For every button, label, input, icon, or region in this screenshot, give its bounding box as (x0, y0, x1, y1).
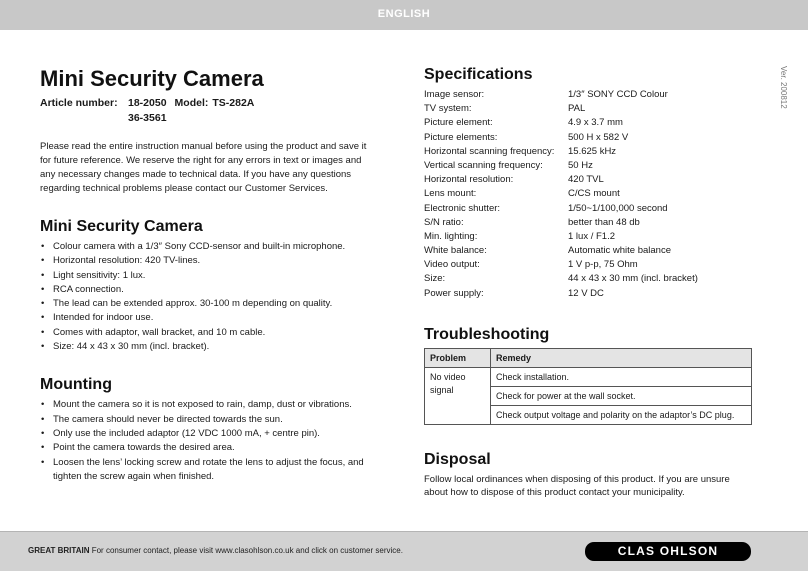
spec-label: TV system: (424, 103, 472, 115)
table-header-row (425, 348, 752, 367)
language-label: ENGLISH (377, 8, 431, 20)
mounting-heading: Mounting (40, 376, 112, 394)
troubleshooting-table (424, 348, 752, 425)
spec-value: 44 x 43 x 30 mm (incl. bracket) (568, 273, 698, 285)
table-row (425, 367, 752, 386)
spec-label: White balance: (424, 245, 487, 257)
spec-value: PAL (568, 103, 586, 115)
spec-label: Size: (424, 273, 446, 285)
spec-row (424, 145, 756, 159)
spec-value: 500 H x 582 V (568, 131, 629, 143)
spec-label: Vertical scanning frequency: (424, 159, 543, 171)
list-item: • Horizontal resolution: 420 TV-lines. (40, 254, 370, 268)
spec-row (424, 258, 756, 272)
spec-value: 1/50~1/100,000 second (568, 202, 668, 214)
disposal-heading: Disposal (424, 450, 491, 468)
spec-row (424, 173, 756, 187)
list-item: • Loosen the lens’ locking screw and rotate the lens to adjust the focus, and tighten the screw again when finished. (40, 456, 370, 485)
spec-row (424, 244, 756, 258)
footer-country: GREAT BRITAIN (28, 546, 90, 555)
product-heading: Mini Security Camera (40, 218, 203, 235)
spec-label: Power supply: (424, 287, 484, 299)
spec-label: Electronic shutter: (424, 202, 501, 214)
list-item: • Only use the included adaptor (12 VDC 1000 mA, + centre pin). (40, 427, 370, 441)
spec-value: C/CS mount (568, 188, 620, 200)
list-item: • Colour camera with a 1/3″ Sony CCD-sensor and built-in microphone. (40, 240, 370, 254)
spec-row (424, 131, 756, 145)
disposal-text: Follow local ordinances when disposing of this product. If you are unsure about how to dispose of this product contact your municipality. (424, 473, 730, 499)
footer-bar (0, 531, 808, 571)
mounting-list (40, 398, 370, 484)
article-number-1: 18-2050 (128, 97, 167, 109)
list-item: • Light sensitivity: 1 lux. (40, 269, 370, 283)
spec-value: 1/3″ SONY CCD Colour (568, 89, 668, 100)
spec-label: Lens mount: (424, 188, 477, 200)
spec-row (424, 116, 756, 130)
spec-value: 15.625 kHz (568, 145, 617, 157)
right-column (424, 66, 756, 500)
spec-row (424, 230, 756, 244)
spec-label: Picture element: (424, 117, 493, 129)
page-title: Mini Security Camera (40, 66, 264, 91)
spec-row (424, 187, 756, 201)
spec-label: Picture elements: (424, 131, 498, 143)
list-item: • Point the camera towards the desired area. (40, 441, 370, 455)
list-item: • Size: 44 x 43 x 30 mm (incl. bracket). (40, 340, 370, 354)
model-number: TS-282A (212, 97, 255, 109)
spec-row (424, 102, 756, 116)
spec-value: 4.9 x 3.7 mm (568, 117, 623, 129)
list-item: • Comes with adaptor, wall bracket, and 10 m cable. (40, 326, 370, 340)
spec-value: 50 Hz (568, 159, 593, 171)
spec-value: 1 V p-p, 75 Ohm (568, 259, 638, 271)
spec-value: 1 lux / F1.2 (568, 230, 615, 242)
list-item: • The camera should never be directed towards the sun. (40, 413, 370, 427)
list-item: • Mount the camera so it is not exposed to rain, damp, dust or vibrations. (40, 398, 370, 412)
spec-row (424, 159, 756, 173)
article-info (40, 96, 370, 126)
spec-value: Automatic white balance (568, 245, 671, 257)
spec-value: 420 TVL (568, 174, 604, 186)
list-item: • RCA connection. (40, 283, 370, 297)
spec-row (424, 88, 756, 102)
remedy-cell: Check installation. (491, 367, 752, 386)
article-number-2: 36-3561 (128, 112, 167, 124)
spec-row (424, 202, 756, 216)
intro-paragraph: Please read the entire instruction manual before using the product and save it for future reference. We reserve the right for any errors in text or images and any necessary changes made to technical data. If you have any questions regarding technical problems please contact our Customer Services. (40, 141, 367, 194)
remedy-cell: Check for power at the wall socket. (491, 386, 752, 405)
remedy-cell: Check output voltage and polarity on the adaptor’s DC plug. (491, 405, 752, 424)
brand-logo: CLAS OHLSON (585, 542, 751, 561)
column-header-problem: Problem (425, 348, 491, 367)
spec-label: Min. lighting: (424, 230, 478, 242)
left-column (40, 66, 370, 484)
product-feature-list (40, 240, 370, 354)
footer-contact (28, 546, 403, 555)
spec-label: Image sensor: (424, 89, 485, 100)
header-bar (0, 0, 808, 30)
footer-text: For consumer contact, please visit www.clasohlson.co.uk and click on customer service. (91, 546, 403, 555)
spec-value: better than 48 db (568, 216, 640, 228)
spec-row (424, 287, 756, 301)
spec-label: Horizontal resolution: (424, 174, 514, 186)
specifications-table (424, 88, 756, 301)
spec-row (424, 272, 756, 286)
spec-label: S/N ratio: (424, 216, 464, 228)
spec-label: Horizontal scanning frequency: (424, 145, 555, 157)
spec-value: 12 V DC (568, 287, 604, 299)
column-header-remedy: Remedy (491, 348, 752, 367)
list-item: • The lead can be extended approx. 30-100 m depending on quality. (40, 297, 370, 311)
version-label: Ver. 200812 (779, 66, 788, 109)
list-item: • Intended for indoor use. (40, 311, 370, 325)
specifications-heading: Specifications (424, 66, 533, 83)
troubleshooting-heading: Troubleshooting (424, 325, 550, 343)
model-label: Model: (174, 97, 209, 109)
problem-cell: No video signal (425, 367, 491, 424)
spec-label: Video output: (424, 259, 480, 271)
spec-row (424, 216, 756, 230)
article-number-label: Article number: (40, 97, 118, 109)
